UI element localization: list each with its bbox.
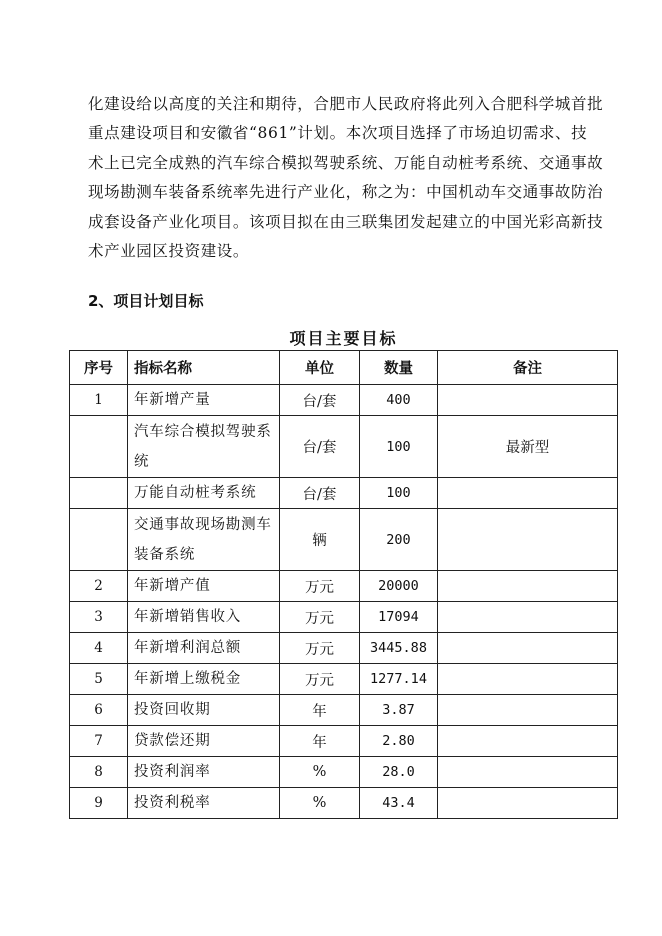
cell-qty: 200 xyxy=(360,509,438,571)
header-unit: 单位 xyxy=(280,351,360,385)
header-note: 备注 xyxy=(438,351,618,385)
cell-qty: 43.4 xyxy=(360,788,438,819)
cell-note xyxy=(438,478,618,509)
table-row xyxy=(70,509,618,571)
table-row xyxy=(70,478,618,509)
cell-qty: 3.87 xyxy=(360,695,438,726)
cell-name: 汽车综合模拟驾驶系统 xyxy=(128,416,280,478)
table-title: 项目主要目标 xyxy=(289,329,398,348)
table-header-row xyxy=(70,351,618,385)
cell-qty: 28.0 xyxy=(360,757,438,788)
cell-note: 最新型 xyxy=(438,416,618,478)
paragraph-line: 化建设给以高度的关注和期待，合肥市人民政府将此列入合肥科学城首批 xyxy=(88,95,604,113)
section-heading: 2、项目计划目标 xyxy=(88,292,204,310)
cell-seq xyxy=(70,478,128,509)
table-row xyxy=(70,633,618,664)
cell-name: 贷款偿还期 xyxy=(128,726,280,757)
cell-unit: 台/套 xyxy=(280,416,360,478)
cell-seq: 1 xyxy=(70,385,128,416)
table-row xyxy=(70,695,618,726)
table-row xyxy=(70,385,618,416)
cell-note xyxy=(438,726,618,757)
header-qty: 数量 xyxy=(360,351,438,385)
cell-unit: 万元 xyxy=(280,571,360,602)
cell-unit: 万元 xyxy=(280,602,360,633)
cell-seq: 3 xyxy=(70,602,128,633)
table-row xyxy=(70,602,618,633)
cell-unit: 年 xyxy=(280,726,360,757)
cell-note xyxy=(438,664,618,695)
cell-qty: 100 xyxy=(360,478,438,509)
table-row xyxy=(70,757,618,788)
paragraph-line: 成套设备产业化项目。该项目拟在由三联集团发起建立的中国光彩高新技 xyxy=(88,212,604,231)
cell-note xyxy=(438,757,618,788)
cell-note xyxy=(438,385,618,416)
header-name: 指标名称 xyxy=(128,351,280,385)
cell-note xyxy=(438,509,618,571)
cell-name: 万能自动桩考系统 xyxy=(128,478,280,509)
cell-unit: 万元 xyxy=(280,633,360,664)
cell-name: 投资利润率 xyxy=(128,757,280,788)
cell-note xyxy=(438,695,618,726)
cell-name: 投资回收期 xyxy=(128,695,280,726)
cell-unit: 台/套 xyxy=(280,478,360,509)
cell-qty: 17094 xyxy=(360,602,438,633)
cell-qty: 100 xyxy=(360,416,438,478)
cell-note xyxy=(438,602,618,633)
cell-seq: 8 xyxy=(70,757,128,788)
cell-name: 年新增利润总额 xyxy=(128,633,280,664)
cell-seq: 5 xyxy=(70,664,128,695)
paragraph-line: 术产业园区投资建设。 xyxy=(88,242,250,261)
cell-unit: 年 xyxy=(280,695,360,726)
body-paragraph xyxy=(88,90,604,266)
cell-seq: 6 xyxy=(70,695,128,726)
goals-table xyxy=(69,350,618,819)
paragraph-line: 现场勘测车装备系统率先进行产业化，称之为：中国机动车交通事故防治 xyxy=(88,183,604,202)
cell-note xyxy=(438,788,618,819)
cell-name: 年新增产量 xyxy=(128,385,280,416)
cell-seq: 9 xyxy=(70,788,128,819)
cell-qty: 20000 xyxy=(360,571,438,602)
cell-name: 年新增产值 xyxy=(128,571,280,602)
cell-seq: 4 xyxy=(70,633,128,664)
cell-qty: 400 xyxy=(360,385,438,416)
table-row xyxy=(70,416,618,478)
cell-qty: 1277.14 xyxy=(360,664,438,695)
cell-name: 投资利税率 xyxy=(128,788,280,819)
cell-seq xyxy=(70,416,128,478)
cell-name: 年新增销售收入 xyxy=(128,602,280,633)
cell-note xyxy=(438,633,618,664)
cell-unit: 台/套 xyxy=(280,385,360,416)
cell-unit: 万元 xyxy=(280,664,360,695)
cell-seq xyxy=(70,509,128,571)
cell-unit: 辆 xyxy=(280,509,360,571)
table-row xyxy=(70,788,618,819)
cell-note xyxy=(438,571,618,602)
table-row xyxy=(70,571,618,602)
cell-seq: 7 xyxy=(70,726,128,757)
cell-unit: % xyxy=(280,788,360,819)
header-seq: 序号 xyxy=(70,351,128,385)
cell-qty: 2.80 xyxy=(360,726,438,757)
table-row xyxy=(70,664,618,695)
paragraph-line: 术上已完全成熟的汽车综合模拟驾驶系统、万能自动桩考系统、交通事故 xyxy=(88,153,604,172)
cell-qty: 3445.88 xyxy=(360,633,438,664)
paragraph-line: 重点建设项目和安徽省“861”计划。本次项目选择了市场迫切需求、技 xyxy=(88,124,588,143)
cell-unit: % xyxy=(280,757,360,788)
table-row xyxy=(70,726,618,757)
cell-name: 年新增上缴税金 xyxy=(128,664,280,695)
cell-name: 交通事故现场勘测车装备系统 xyxy=(128,509,280,571)
cell-seq: 2 xyxy=(70,571,128,602)
